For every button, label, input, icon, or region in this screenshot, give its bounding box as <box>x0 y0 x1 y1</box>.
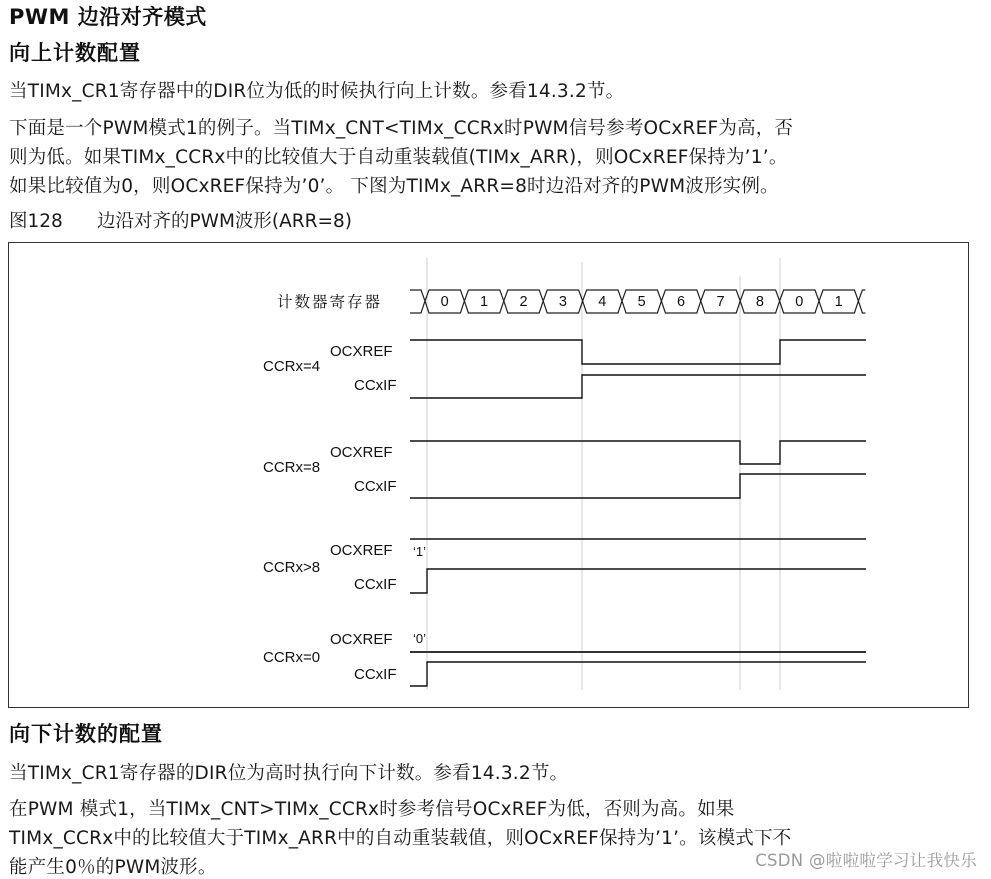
counter-value: 8 <box>755 294 764 310</box>
ccxif-waveform <box>410 474 866 498</box>
time-guides <box>427 258 780 690</box>
figure-title: 边沿对齐的PWM波形(ARR=8) <box>97 211 352 232</box>
ocxref-note: ‘0’ <box>413 631 427 646</box>
watermark: CSDN @啦啦啦学习让我快乐 <box>755 851 977 870</box>
counter-value: 6 <box>677 294 686 310</box>
counter-bus <box>410 290 425 313</box>
group-ccrx-0 <box>263 631 866 686</box>
counter-cells <box>425 290 865 313</box>
counter-register-label: 计数器寄存器 <box>277 293 383 311</box>
upcount-para2-line2: 则为低。如果TIMx_CCRx中的比较值大于自动重装载值(TIMx_ARR)，则OCxREF保持为’1’。 <box>9 147 788 168</box>
counter-value: 7 <box>716 294 725 310</box>
condition-label: CCRx=8 <box>263 459 321 476</box>
upcount-para1: 当TIMx_CR1寄存器中的DIR位为低的时候执行向上计数。参看14.3.2节。 <box>9 81 625 102</box>
counter-value: 0 <box>795 294 804 310</box>
upcount-para2-line1: 下面是一个PWM模式1的例子。当TIMx_CNT<TIMx_CCRx时PWM信号参考OCxREF为高，否 <box>9 118 794 139</box>
ccxif-label: CCxIF <box>354 576 397 593</box>
ocxref-label: OCXREF <box>330 343 393 360</box>
counter-value: 2 <box>519 294 528 310</box>
downcount-para2-line3: 能产生0％的PWM波形。 <box>9 857 217 878</box>
counter-value: 0 <box>440 294 449 310</box>
ccxif-waveform <box>410 375 866 398</box>
condition-label: CCRx>8 <box>263 559 321 576</box>
counter-value: 1 <box>480 294 489 310</box>
ocxref-label: OCXREF <box>330 631 393 648</box>
condition-label: CCRx=0 <box>263 649 321 666</box>
ccxif-label: CCxIF <box>354 377 397 394</box>
ocxref-label: OCXREF <box>330 542 393 559</box>
counter-value: 4 <box>598 294 607 310</box>
condition-label: CCRx=4 <box>263 358 321 375</box>
downcount-para1: 当TIMx_CR1寄存器的DIR位为高时执行向下计数。参看14.3.2节。 <box>9 763 569 784</box>
upcount-title: 向上计数配置 <box>9 41 141 65</box>
ccxif-label: CCxIF <box>354 666 397 683</box>
upcount-para2-line3: 如果比较值为0，则OCxREF保持为’0’。 下图为TIMx_ARR=8时边沿对齐的PWM波形实例。 <box>9 176 779 197</box>
ccxif-waveform <box>410 662 866 686</box>
group-ccrx-gt-8 <box>263 539 866 593</box>
downcount-title: 向下计数的配置 <box>9 722 163 746</box>
ocxref-label: OCXREF <box>330 444 393 461</box>
counter-value: 3 <box>558 294 567 310</box>
ccxif-waveform <box>410 569 866 593</box>
downcount-para2-line1: 在PWM 模式1，当TIMx_CNT>TIMx_CCRx时参考信号OCxREF为低，否则为高。如果 <box>9 799 735 820</box>
ocxref-waveform <box>410 441 866 464</box>
figure-number: 图128 <box>9 211 63 232</box>
counter-value: 1 <box>834 294 843 310</box>
group-ccrx-4 <box>263 340 866 398</box>
counter-value: 5 <box>637 294 646 310</box>
section-heading: PWM 边沿对齐模式 <box>9 5 207 29</box>
ocxref-note: ‘1’ <box>413 544 427 559</box>
group-ccrx-8 <box>263 441 866 498</box>
ccxif-label: CCxIF <box>354 478 397 495</box>
ocxref-waveform <box>410 340 866 364</box>
downcount-para2-line2: TIMx_CCRx中的比较值大于TIMx_ARR中的自动重装载值，则OCxREF保持为’1’。该模式下不 <box>9 828 792 849</box>
